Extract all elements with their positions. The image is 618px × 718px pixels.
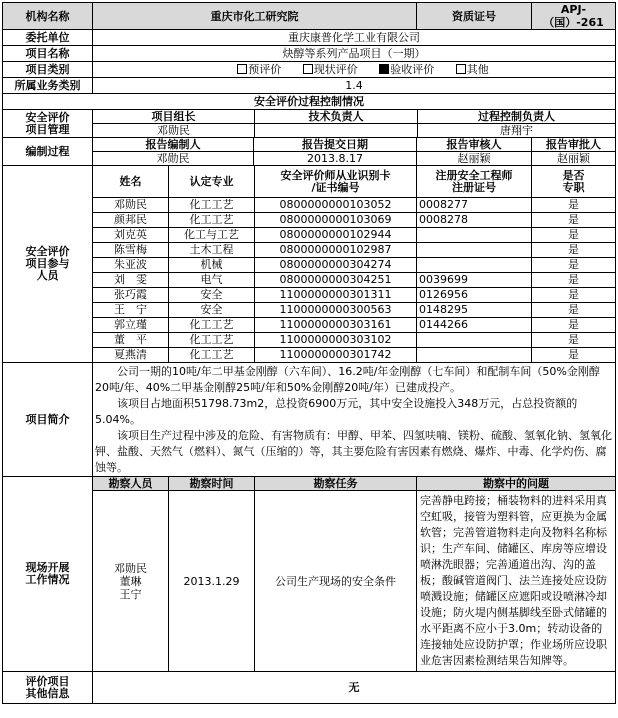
management-label: 安全评价 项目管理 (3, 110, 93, 138)
category-options (93, 62, 616, 78)
staff-header-row (3, 166, 616, 198)
intro-label: 项目简介 (3, 363, 93, 477)
table-row (3, 288, 616, 303)
checkbox-checked-icon[interactable] (379, 64, 389, 74)
checkbox-icon[interactable] (303, 64, 313, 74)
staff-fulltime: 是 (532, 198, 616, 213)
staff-reg: 0039699 (417, 273, 532, 288)
survey-col-people: 勘察人员 (93, 477, 169, 491)
staff-name: 郭立瑾 (93, 318, 169, 333)
staff-col-id: 安全评价师从业识别卡 /证书编号 (255, 166, 417, 198)
leader-label: 项目组长 (93, 110, 255, 124)
survey-people (93, 491, 169, 672)
table-row (3, 348, 616, 363)
staff-fulltime: 是 (532, 333, 616, 348)
category-option-acceptance[interactable]: 验收评价 (361, 63, 434, 76)
staff-major: 土木工程 (169, 243, 255, 258)
compiler-value: 邓勋民 (93, 152, 254, 166)
staff-name: 朱亚波 (93, 258, 169, 273)
table-row (3, 333, 616, 348)
staff-name: 夏燕清 (93, 348, 169, 363)
client-label: 委托单位 (3, 30, 93, 46)
staff-id: 1100000000301311 (255, 288, 417, 303)
staff-fulltime: 是 (532, 228, 616, 243)
staff-fulltime: 是 (532, 258, 616, 273)
staff-id: 1100000000303161 (255, 318, 417, 333)
survey-issues: 完善静电跨接；桶装物料的进料采用真空虹吸，接管为塑料管，应更换为金属软管；完善管道物料走向及物料名称标识；生产车间、储罐区、库房等应增设喷淋洗眼器；完善通道出沟、沟的盖板；酸碱管道阀门、法兰连接处应设防喷溅设施；储罐区应遮阳或设喷淋冷却设施；防火堤内侧基脚线至卧式储罐的水平距离不应小于3.0m；转动设备的连接轴处应设防护罩；作业场所应设职业危害因素检测结果告知牌等。 (417, 491, 616, 672)
process-control-lead-value: 唐翔宇 (418, 124, 616, 138)
evaluation-record-sheet (2, 2, 614, 704)
staff-name: 王 宁 (93, 303, 169, 318)
staff-name: 董 平 (93, 333, 169, 348)
staff-id: 0800000000304274 (255, 258, 417, 273)
staff-major: 电气 (169, 273, 255, 288)
category-label: 项目类别 (3, 62, 93, 78)
staff-reg (417, 333, 532, 348)
business-label: 所属业务类别 (3, 78, 93, 94)
staff-major: 安全 (169, 288, 255, 303)
staff-name: 刘克英 (93, 228, 169, 243)
project-name-label: 项目名称 (3, 46, 93, 62)
surveyor-name: 王宁 (119, 587, 142, 601)
staff-reg: 0126956 (417, 288, 532, 303)
other-info-label: 评价项目 其他信息 (3, 672, 93, 704)
intro-paragraph: 公司一期的10吨/年二甲基金刚醇（六车间）、16.2吨/年金刚醇（七车间）和配制车间（50%金刚醇20吨/年、40%二甲基金刚醇25吨/年和50%金刚醇20吨/年）已建成投产。 (95, 364, 600, 394)
staff-fulltime: 是 (532, 348, 616, 363)
approver-label: 报告审批人 (532, 138, 616, 152)
staff-major: 化工与工艺 (169, 228, 255, 243)
org-row (3, 3, 616, 30)
cert-label: 资质证号 (417, 3, 532, 30)
staff-name: 邓勋民 (93, 198, 169, 213)
staff-major: 机械 (169, 258, 255, 273)
other-info-value: 无 (93, 672, 616, 704)
staff-section-label: 安全评价 项目参与 人员 (3, 166, 93, 363)
table-row (3, 303, 616, 318)
business-value: 1.4 (93, 78, 616, 94)
tech-lead-value (255, 124, 418, 138)
staff-id: 0800000000103069 (255, 213, 417, 228)
staff-col-fulltime: 是否 专职 (532, 166, 616, 198)
intro-paragraph: 该项目占地面积51798.73m2，总投资6900万元，其中安全设施投入348万元，占总投资额的5.04%。 (95, 396, 578, 426)
staff-id: 1100000000303102 (255, 333, 417, 348)
submit-date-label: 报告提交日期 (254, 138, 417, 152)
cert-value: APJ-（国）-261 (532, 3, 616, 30)
staff-col-major: 认定专业 (169, 166, 255, 198)
staff-reg: 0008278 (417, 213, 532, 228)
staff-fulltime: 是 (532, 318, 616, 333)
staff-reg (417, 348, 532, 363)
surveyor-name: 董琳 (119, 574, 142, 588)
staff-major: 化工工艺 (169, 348, 255, 363)
survey-task: 公司生产现场的安全条件 (255, 491, 417, 672)
reviewer-value: 赵丽颖 (417, 152, 532, 166)
project-name-value: 炔醇等系列产品项目（一期） (93, 46, 616, 62)
survey-section-label: 现场开展 工作情况 (3, 477, 93, 672)
staff-name: 颜邦民 (93, 213, 169, 228)
survey-col-task: 勘察任务 (255, 477, 417, 491)
staff-name: 刘 雯 (93, 273, 169, 288)
staff-reg (417, 258, 532, 273)
staff-major: 化工工艺 (169, 318, 255, 333)
survey-col-time: 勘察时间 (169, 477, 255, 491)
table-row (3, 228, 616, 243)
submit-date-value: 2013.8.17 (254, 152, 417, 166)
staff-reg (417, 228, 532, 243)
process-control-title: 安全评价过程控制情况 (3, 94, 616, 110)
staff-reg: 0148295 (417, 303, 532, 318)
table-row (3, 243, 616, 258)
approver-value: 赵丽颖 (532, 152, 616, 166)
staff-reg (417, 243, 532, 258)
staff-id: 0800000000103052 (255, 198, 417, 213)
category-option-status[interactable]: 现状评价 (285, 63, 358, 76)
checkbox-icon[interactable] (456, 64, 466, 74)
tech-lead-label: 技术负责人 (255, 110, 418, 124)
staff-reg: 0008277 (417, 198, 532, 213)
staff-fulltime: 是 (532, 243, 616, 258)
staff-id: 0800000000304251 (255, 273, 417, 288)
staff-col-reg: 注册安全工程师 注册证号 (417, 166, 532, 198)
org-value: 重庆市化工研究院 (93, 3, 417, 30)
staff-fulltime: 是 (532, 303, 616, 318)
staff-name: 陈雪梅 (93, 243, 169, 258)
staff-reg: 0144266 (417, 318, 532, 333)
compiler-label: 报告编制人 (93, 138, 254, 152)
category-option-preeval[interactable]: 预评价 (219, 63, 281, 76)
staff-name: 张巧霞 (93, 288, 169, 303)
staff-id: 0800000000102944 (255, 228, 417, 243)
client-value: 重庆康普化学工业有限公司 (93, 30, 616, 46)
table-row (3, 318, 616, 333)
checkbox-icon[interactable] (237, 64, 247, 74)
staff-fulltime: 是 (532, 288, 616, 303)
staff-fulltime: 是 (532, 213, 616, 228)
staff-id: 0800000000102987 (255, 243, 417, 258)
leader-value: 邓勋民 (93, 124, 255, 138)
staff-col-name: 姓名 (93, 166, 169, 198)
staff-major: 化工工艺 (169, 333, 255, 348)
compile-label: 编制过程 (3, 138, 93, 166)
staff-id: 1100000000301742 (255, 348, 417, 363)
staff-major: 安全 (169, 303, 255, 318)
reviewer-label: 报告审核人 (417, 138, 532, 152)
process-control-lead-label: 过程控制负责人 (418, 110, 616, 124)
staff-fulltime: 是 (532, 273, 616, 288)
survey-time: 2013.1.29 (169, 491, 255, 672)
table-row (3, 273, 616, 288)
project-intro (93, 363, 616, 477)
surveyor-name: 邓勋民 (114, 561, 147, 575)
survey-col-issue: 勘察中的问题 (417, 477, 616, 491)
staff-major: 化工工艺 (169, 213, 255, 228)
staff-major: 化工工艺 (169, 198, 255, 213)
intro-paragraph: 该项目生产过程中涉及的危险、有害物质有：甲醇、甲苯、四氢呋喃、镁粉、硫酸、氢氧化钠、氢氧化钾、盐酸、天然气（燃料）、氮气（压缩的）等，其主要危险有害因素有燃烧、爆炸、中毒、化学灼伤、腐蚀等。 (95, 428, 612, 474)
category-option-other[interactable]: 其他 (438, 63, 489, 76)
table-row (3, 198, 616, 213)
staff-id: 1100000000300563 (255, 303, 417, 318)
table-row (3, 213, 616, 228)
org-label: 机构名称 (3, 3, 93, 30)
table-row (3, 258, 616, 273)
evaluation-form-table (2, 2, 616, 704)
